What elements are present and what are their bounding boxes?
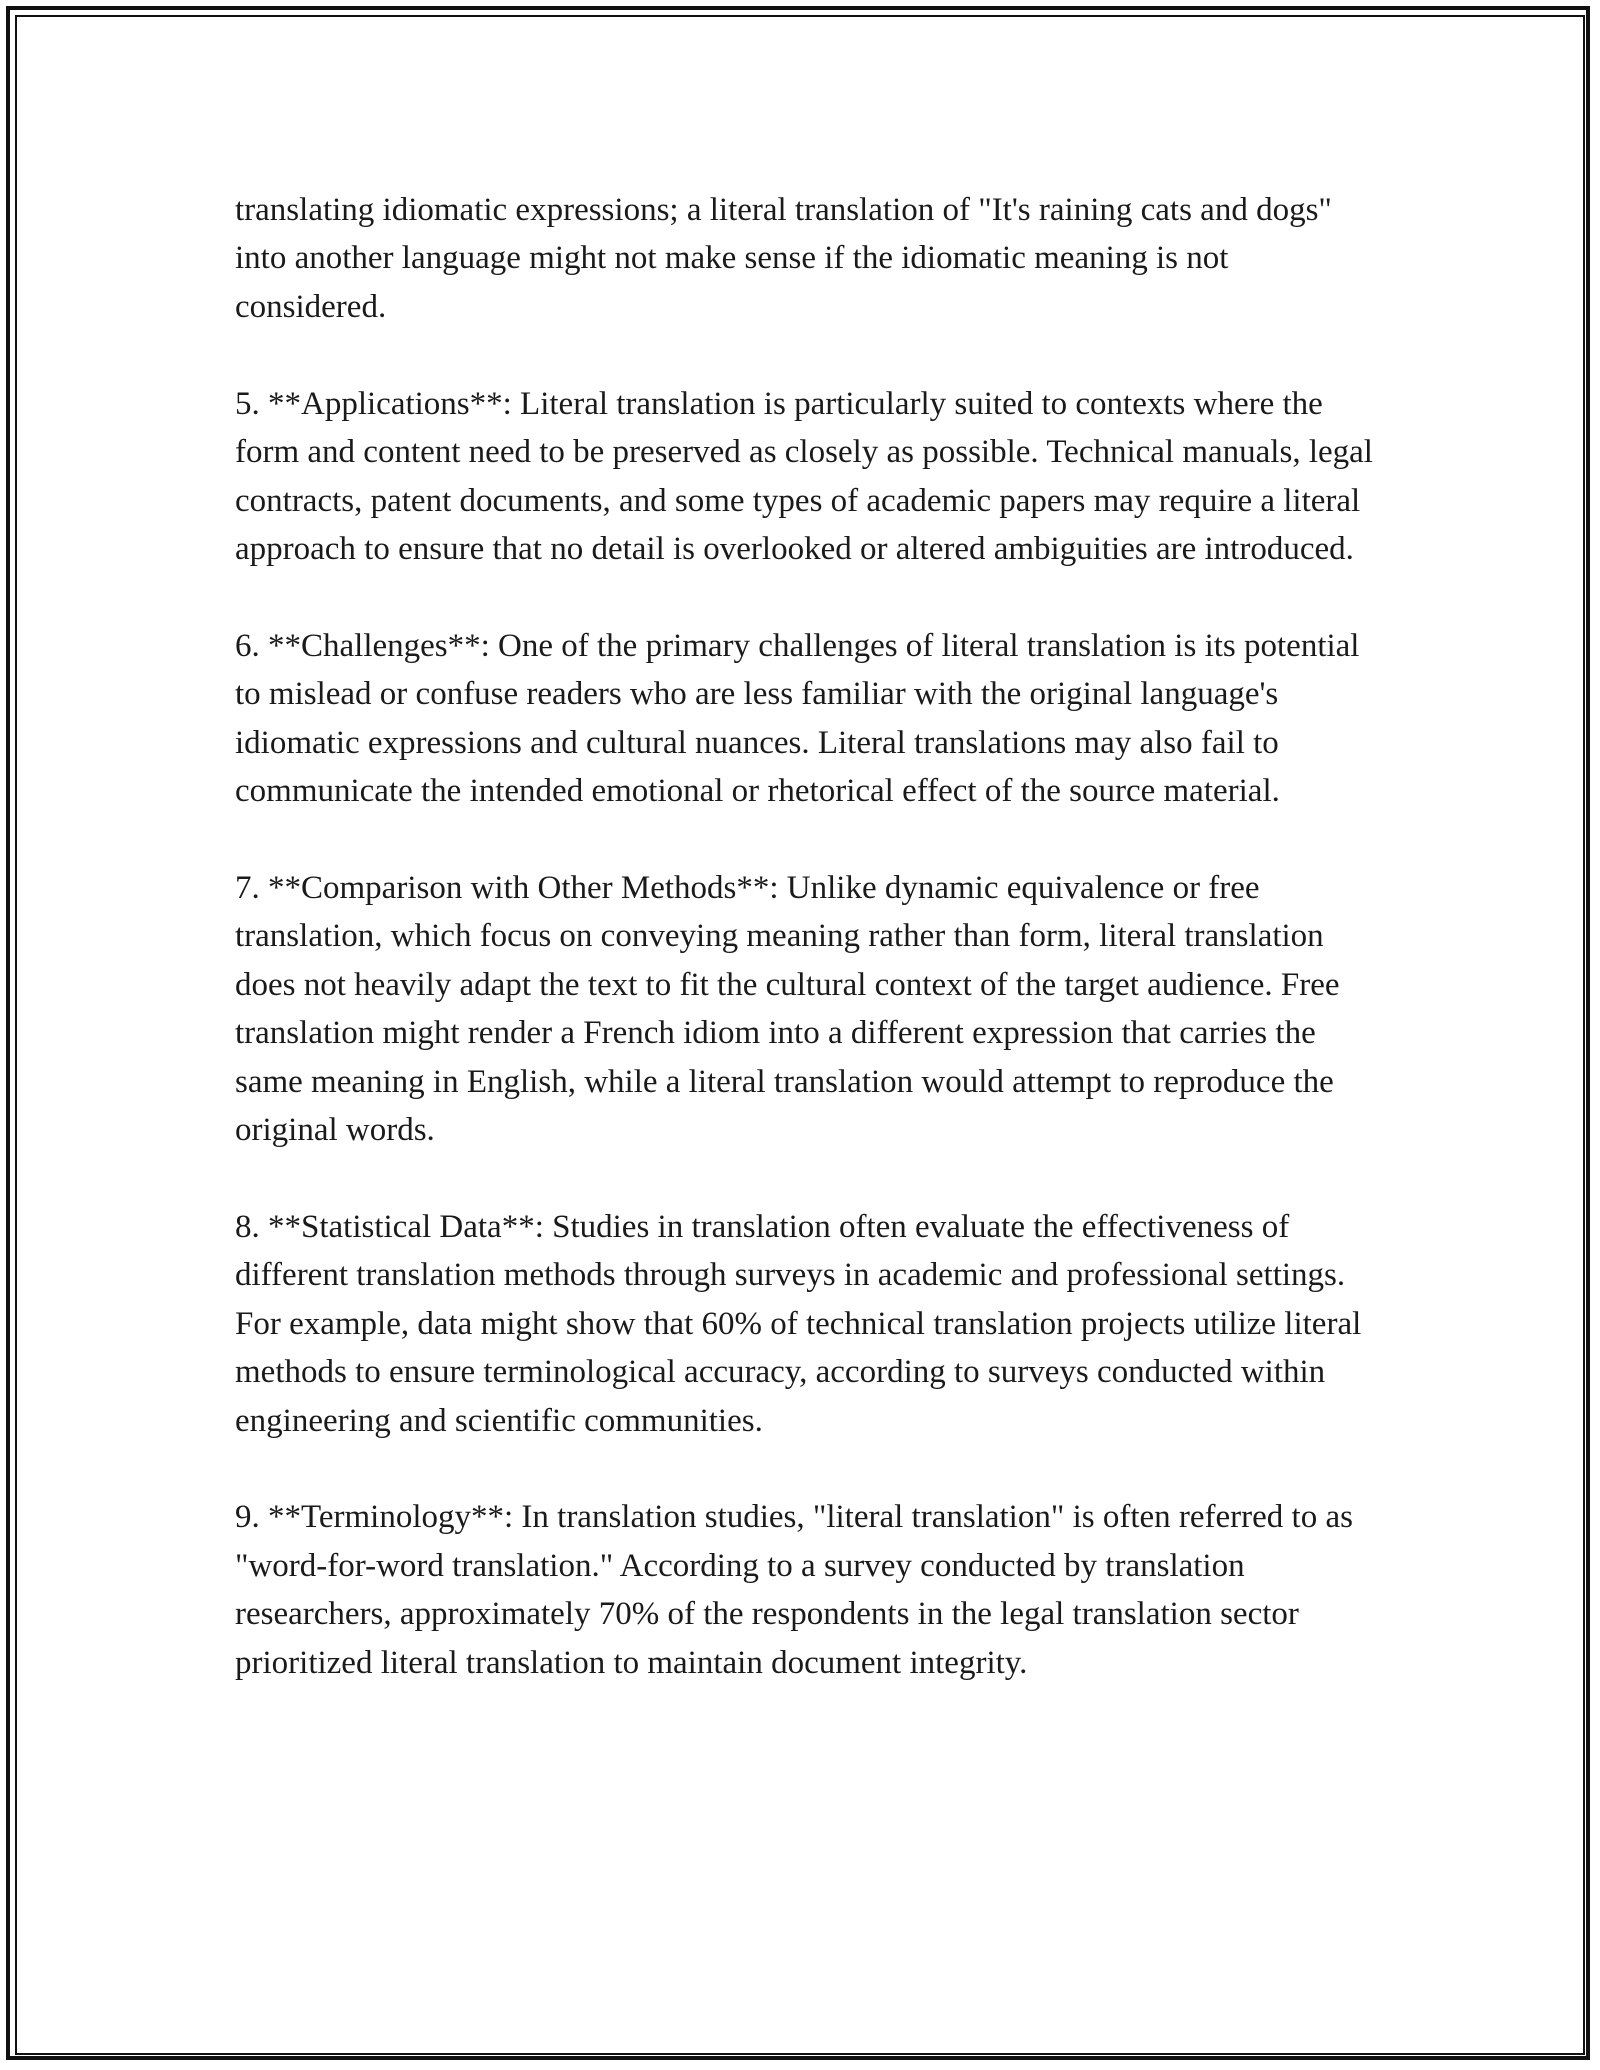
paragraph-statistical-data: 8. **Statistical Data**: Studies in translation often evaluate the effectiveness of different translation methods through surveys in academic and professional settings. For example, data might show that 60% of technical translation projects utilize literal methods to ensure terminological accuracy, according to surveys conducted within engineering and scientific communities. bbox=[235, 1208, 1362, 1439]
paragraph-idiom-continuation: translating idiomatic expressions; a literal translation of "It's raining cats and dogs" into another language might not make sense if the idiomatic meaning is not considered. bbox=[235, 192, 1332, 325]
document-body bbox=[235, 186, 1375, 1687]
paragraph-comparison: 7. **Comparison with Other Methods**: Unlike dynamic equivalence or free translation, which focus on conveying meaning rather than form, literal translation does not heavily adapt the text to fit the cultural context of the target audience. Free translation might render a French idiom into a different expression that carries the same meaning in English, while a literal translation would attempt to reproduce the original words. bbox=[235, 869, 1340, 1148]
paragraph-challenges: 6. **Challenges**: One of the primary challenges of literal translation is its potential to mislead or confuse readers who are less familiar with the original language's idiomatic expressions and cultural nuances. Literal translations may also fail to communicate the intended emotional or rhetorical effect of the source material. bbox=[235, 627, 1360, 810]
paragraph-terminology: 9. **Terminology**: In translation studies, "literal translation" is often referred to as "word-for-word translation." According to a survey conducted by translation researchers, approximately 70% of the respondents in the legal translation sector prioritized literal translation to maintain document integrity. bbox=[235, 1499, 1353, 1681]
paragraph-applications: 5. **Applications**: Literal translation is particularly suited to contexts where the form and content need to be preserved as closely as possible. Technical manuals, legal contracts, patent documents, and some types of academic papers may require a literal approach to ensure that no detail is overlooked or altered ambiguities are introduced. bbox=[235, 385, 1373, 567]
